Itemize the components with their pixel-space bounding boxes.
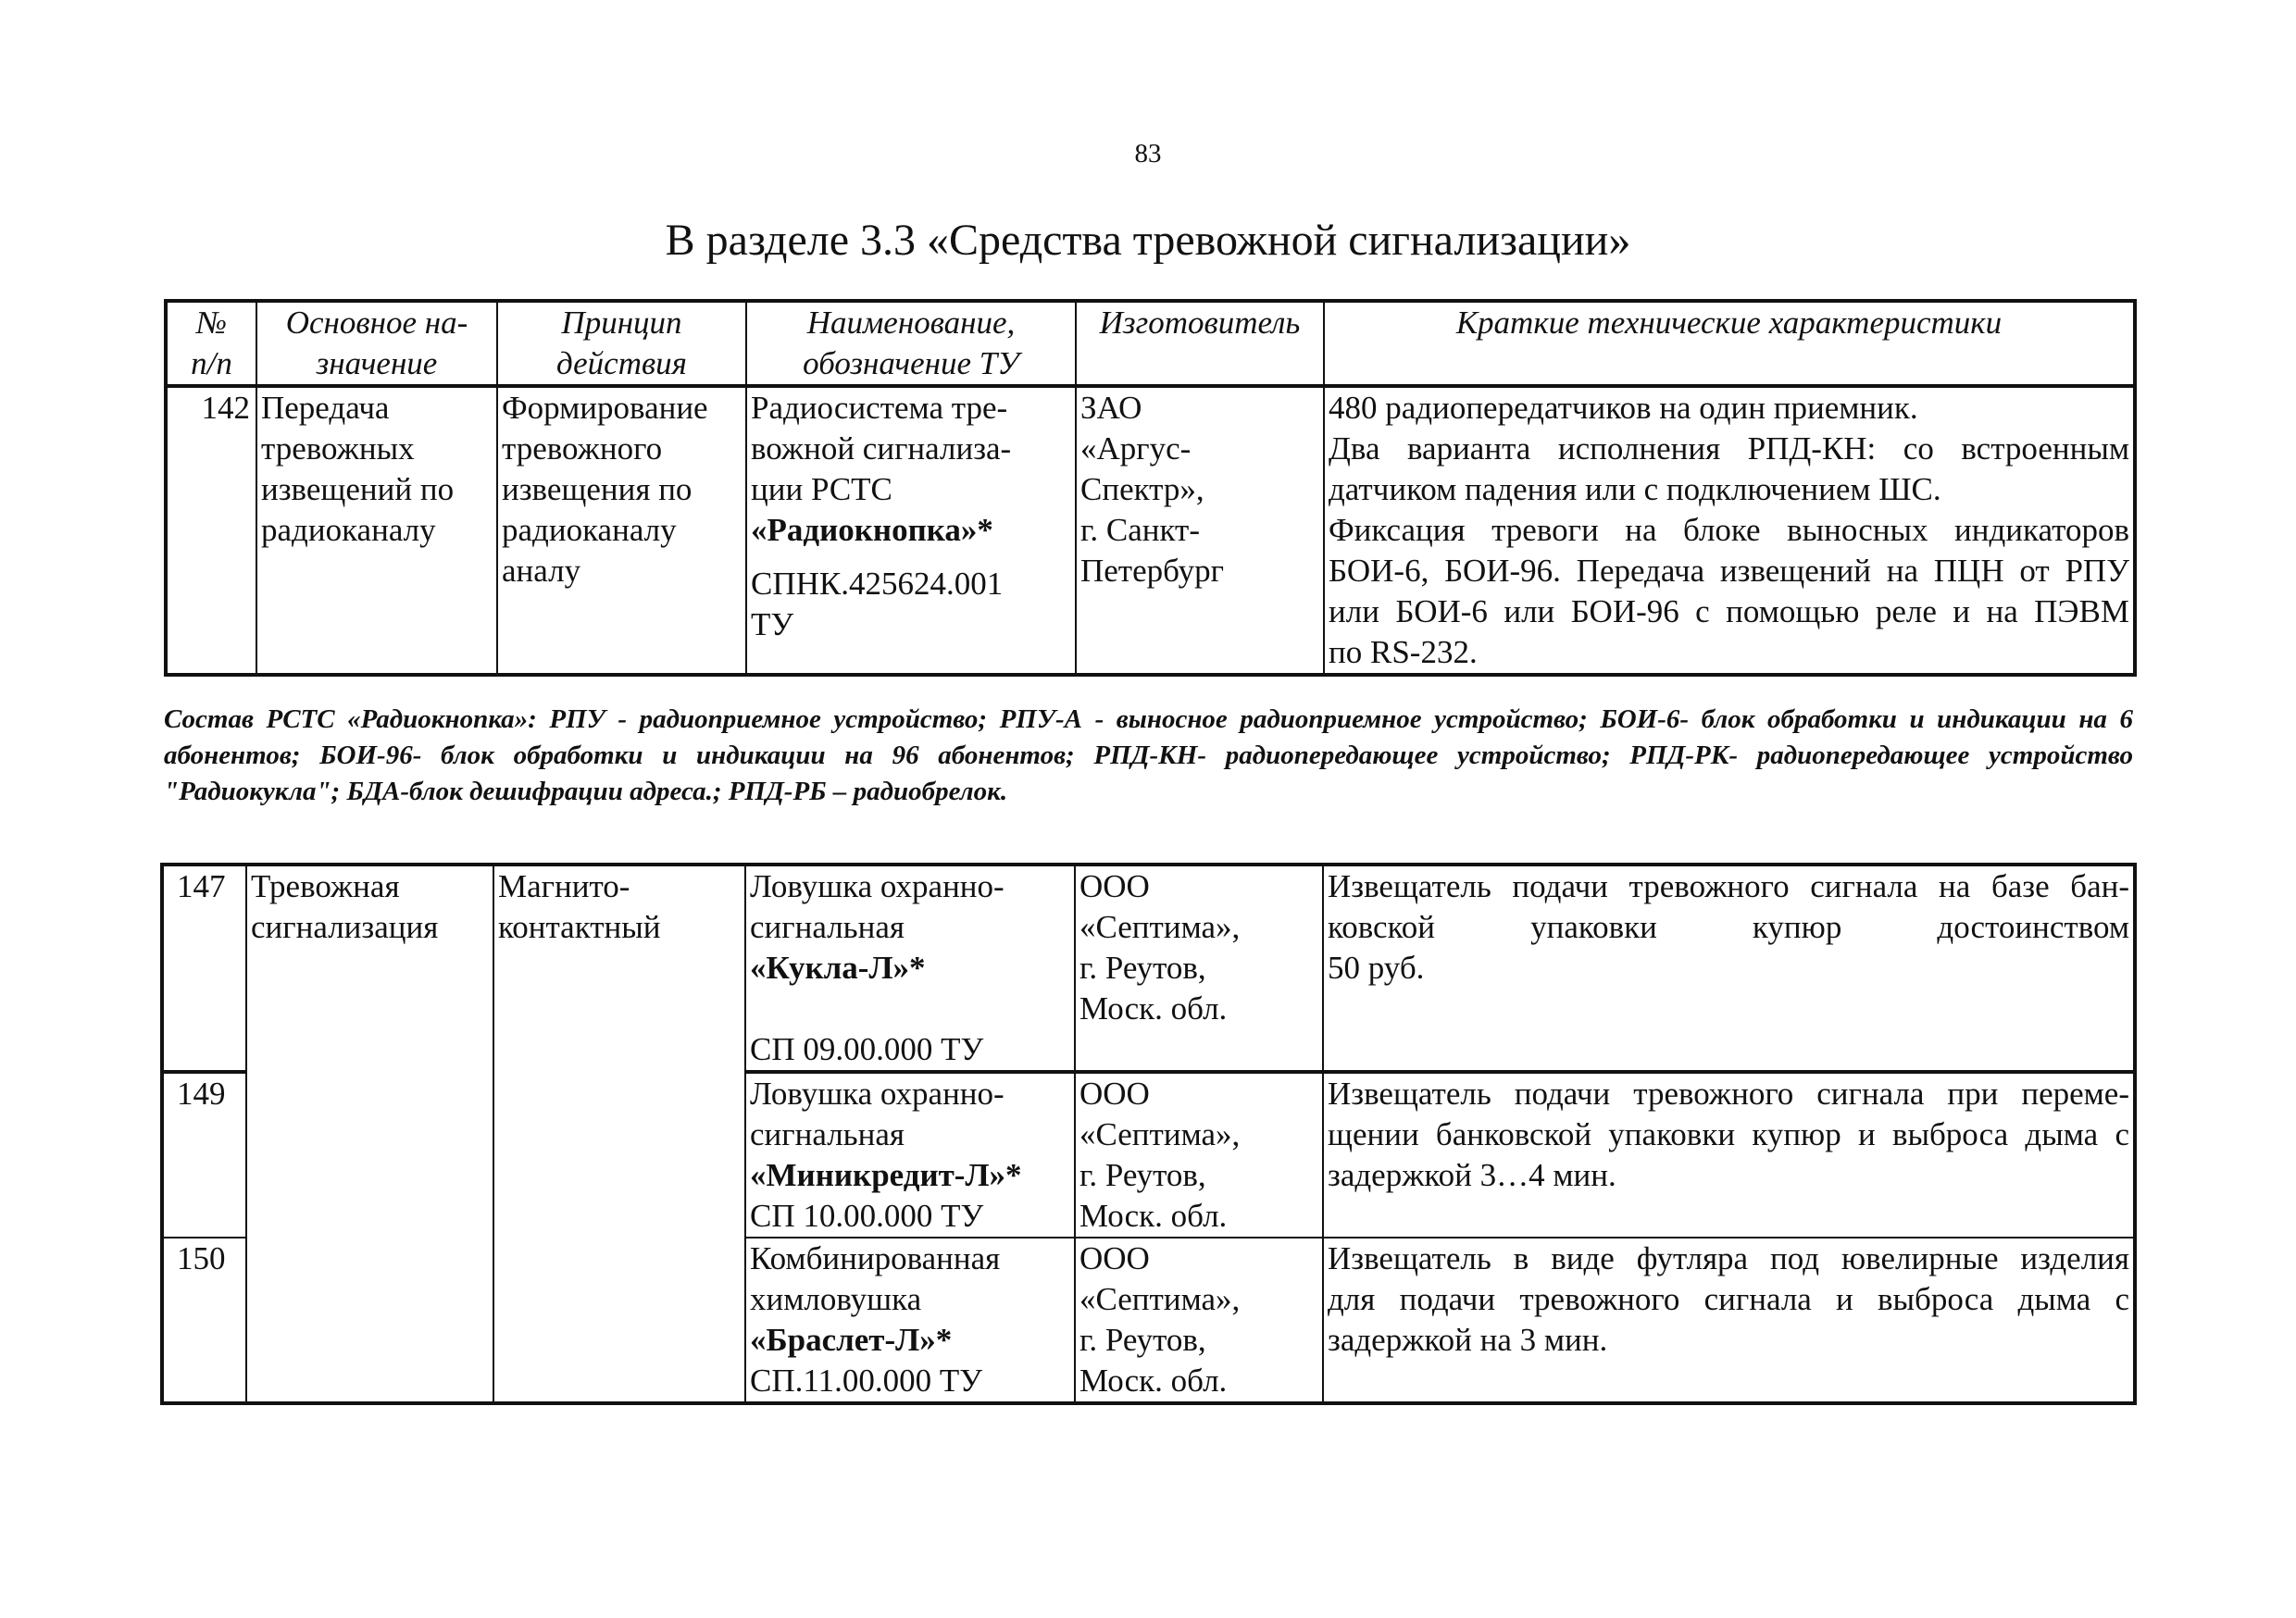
row-name-line: сигнальная [750,909,905,945]
row-maker-line: ООО [1079,868,1150,904]
table-traps [160,863,2137,1405]
row-name-line: сигнальная [750,1116,905,1152]
row-maker-line: г. Реутов, [1079,1157,1206,1193]
row-principle [493,865,745,1403]
row-purpose [256,386,497,675]
row-principle-line: Формирование [502,390,708,426]
row-purpose-line: Передача [261,390,390,426]
row-specs-line: задержкой 3…4 мин. [1328,1157,1616,1193]
product-name: «Браслет-Л»* [750,1322,953,1358]
row-specs-line: для подачи тревожного сигнала и выброса дыма с [1328,1281,2129,1317]
header-name-line: Наименование, [806,305,1016,341]
row-maker-line: г. Реутов, [1079,1322,1206,1358]
row-name-line: Радиосистема тре- [751,390,1008,426]
row-num: 142 [166,386,256,675]
row-specs-line: задержкой на 3 мин. [1328,1322,1608,1358]
row-specs-line: по RS-232. [1329,634,1478,670]
row-maker-line: Моск. обл. [1079,1198,1228,1234]
header-num-line: п/п [191,345,232,381]
row-principle-line: аналу [502,553,581,589]
row-purpose-line: радиоканалу [261,512,436,548]
tu-code: СП 09.00.000 ТУ [750,1031,984,1067]
row-maker-line: г. Реутов, [1079,950,1206,986]
row-name [745,1072,1075,1238]
row-specs-line: или БОИ-6 или БОИ-96 с помощью реле и на ПЭВМ [1329,593,2129,629]
header-principle-line: действия [556,345,687,381]
row-name [746,386,1076,675]
row-maker-line: Петербург [1080,553,1224,589]
row-specs-line: датчиком падения или с подключением ШС. [1329,471,1941,507]
row-principle-line: Магнито- [498,868,630,904]
row-name-line: ции РСТС [751,471,892,507]
product-name: «Кукла-Л»* [750,950,926,986]
row-name-line: химловушка [750,1281,922,1317]
header-purpose-line: Основное на- [285,305,468,341]
header-purpose [256,301,497,386]
tu-code: СП.11.00.000 ТУ [750,1363,982,1399]
row-specs [1324,386,2135,675]
row-purpose-line: извещений по [261,471,455,507]
row-specs [1323,1238,2135,1403]
row-name-line: вожной сигнализа- [751,430,1012,467]
row-specs [1323,1072,2135,1238]
row-name-line: Комбинированная [750,1240,1001,1276]
product-name: «Радиокнопка»* [751,512,993,548]
row-name [745,865,1075,1072]
row-specs [1323,865,2135,1072]
row-name [745,1238,1075,1403]
row-purpose [246,865,493,1403]
row-specs-line: Фиксация тревоги на блоке выносных индикаторов [1329,512,2129,548]
row-specs-line: Извещатель подачи тревожного сигнала на базе бан- [1328,868,2129,904]
row-maker-line: «Септима», [1079,909,1241,945]
page-number: 83 [1134,139,1162,168]
row-principle-line: контактный [498,909,661,945]
row-specs-line: ковской упаковки купюр достоинством [1328,909,2129,945]
row-principle-line: тревожного [502,430,663,467]
header-num-line: № [195,305,227,341]
row-specs-line: 480 радиопередатчиков на один приемник. [1329,390,1918,426]
row-num: 147 [162,865,246,1072]
header-purpose-line: значение [316,345,438,381]
row-maker-line: г. Санкт- [1080,512,1201,548]
row-maker-line: Спектр», [1080,471,1204,507]
row-principle-line: извещения по [502,471,693,507]
row-maker-line: «Септима», [1079,1116,1241,1152]
composition-note: Состав РСТС «Радиокнопка»: РПУ - радиоприемное устройство; РПУ-А - выносное радиоприемное устройство; БОИ-6- блок обработки и индикации на 6 абонентов; БОИ-96- блок обработки и индикации на 96 абонентов; РПД-КН- радиопередающее устройство; РПД-РК- радиопередающее устройство "Радиокукла"; БДА-блок дешифрации адреса.; РПД-РБ – радиобрелок. [164,704,2133,806]
tu-code: СПНК.425624.001 [751,566,1004,602]
header-specs: Краткие технические характеристики [1324,301,2135,386]
row-maker [1075,1238,1323,1403]
row-maker-line: Моск. обл. [1079,1363,1228,1399]
row-maker-line: ООО [1079,1076,1150,1112]
section-title: В разделе 3.3 «Средства тревожной сигнализации» [665,216,1631,265]
row-specs-line: щении банковской упаковки купюр и выброса дыма с [1328,1116,2129,1152]
row-num: 149 [162,1072,246,1238]
tu-code: ТУ [751,606,794,642]
header-num [166,301,256,386]
header-name [746,301,1076,386]
row-maker [1075,865,1323,1072]
row-num: 150 [162,1238,246,1403]
row-maker-line: ООО [1079,1240,1150,1276]
row-specs-line: Извещатель в виде футляра под ювелирные изделия [1328,1240,2129,1276]
row-name-line: Ловушка охранно- [750,868,1004,904]
header-maker: Изготовитель [1076,301,1324,386]
row-maker [1075,1072,1323,1238]
row-maker-line: ЗАО [1080,390,1142,426]
row-purpose-line: сигнализация [251,909,439,945]
tu-code: СП 10.00.000 ТУ [750,1198,984,1234]
row-maker-line: «Аргус- [1080,430,1192,467]
row-maker [1076,386,1324,675]
row-maker-line: Моск. обл. [1079,990,1228,1027]
header-principle-line: Принцип [561,305,682,341]
row-principle [497,386,746,675]
row-specs-line: Два варианта исполнения РПД-КН: со встроенным [1329,430,2129,467]
row-purpose-line: тревожных [261,430,415,467]
product-name: «Миникредит-Л»* [750,1157,1022,1193]
row-specs-line: Извещатель подачи тревожного сигнала при переме- [1328,1076,2129,1112]
table-radiobutton [164,299,2137,677]
header-principle [497,301,746,386]
row-name-line: Ловушка охранно- [750,1076,1004,1112]
row-specs-line: 50 руб. [1328,950,1425,986]
row-maker-line: «Септима», [1079,1281,1241,1317]
row-principle-line: радиоканалу [502,512,677,548]
table-header-row [166,301,2135,386]
table-row [166,386,2135,675]
row-purpose-line: Тревожная [251,868,400,904]
row-specs-line: БОИ-6, БОИ-96. Передача извещений на ПЦН от РПУ [1329,553,2129,589]
table-row [162,865,2135,1072]
header-name-line: обозначение ТУ [803,345,1019,381]
